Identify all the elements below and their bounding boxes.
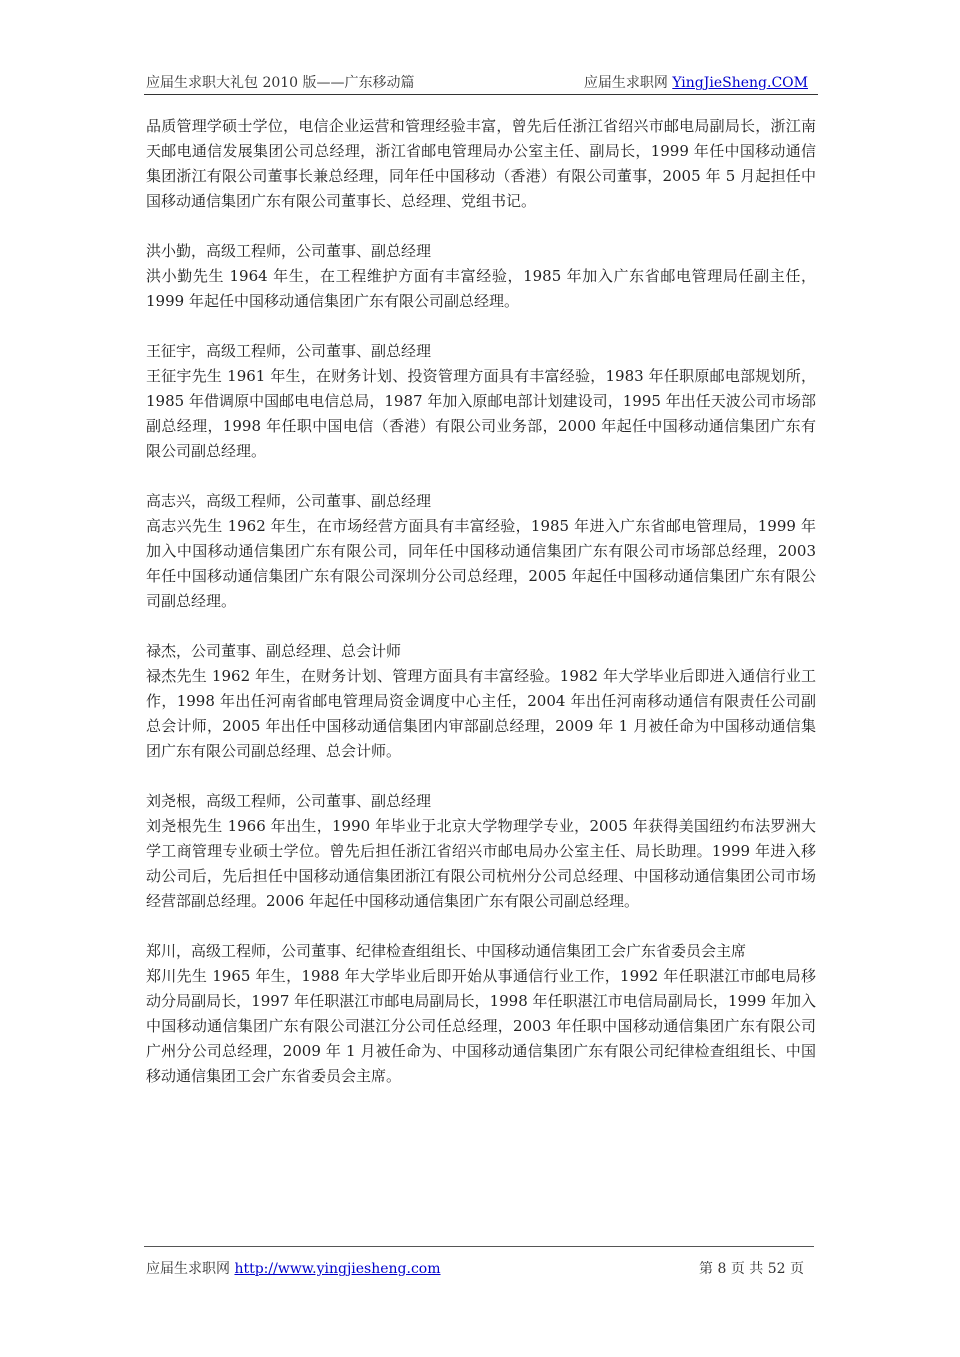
page-mid: 页 共 [730,1261,764,1277]
profile-block [146,639,816,764]
header-site-link[interactable]: YingJieSheng.COM [672,75,808,91]
profile-title: 王征宇，高级工程师，公司董事、副总经理 [146,342,432,360]
document-body [146,114,816,1114]
profile-block [146,789,816,914]
page-suffix: 页 [790,1261,804,1277]
profile-title: 刘尧根，高级工程师，公司董事、副总经理 [146,792,432,810]
profile-block [146,339,816,464]
profile-title: 高志兴，高级工程师，公司董事、副总经理 [146,492,432,510]
header-site-name: 应届生求职网 [583,75,668,91]
profile-title: 禄杰，公司董事、副总经理、总会计师 [146,642,402,660]
profile-block [146,939,816,1089]
footer-site-name: 应届生求职网 [146,1261,230,1277]
footer-url-link[interactable]: http://www.yingjiesheng.com [234,1261,441,1277]
header-site [584,72,808,92]
profile-body: 禄杰先生 1962 年生，在财务计划、管理方面具有丰富经验。1982 年大学毕业后即进入通信行业工作，1998 年出任河南省邮电管理局资金调度中心主任，2004 年出任河南移动通信有限责任公司副总会计师，2005 年出任中国移动通信集团内审部副总经理，2009 年 1 月被任命为中国移动通信集团广东有限公司副总经理、总会计师。 [146,667,816,760]
profile-body: 高志兴先生 1962 年生，在市场经营方面具有丰富经验，1985 年进入广东省邮电管理局，1999 年加入中国移动通信集团广东有限公司，同年任中国移动通信集团广东有限公司市场部总经理，2003 年任中国移动通信集团广东有限公司深圳分公司总经理，2005 年起任中国移动通信集团广东有限公司副总经理。 [146,517,816,610]
profile-body: 品质管理学硕士学位，电信企业运营和管理经验丰富，曾先后任浙江省绍兴市邮电局副局长，浙江南天邮电通信发展集团公司总经理，浙江省邮电管理局办公室主任、副局长，1999 年任中国移动通信集团浙江有限公司董事长兼总经理，同年任中国移动（香港）有限公司董事，2005 年 5 月起担任中国移动通信集团广东有限公司董事长、总经理、党组书记。 [146,117,816,210]
profile-block [146,239,816,314]
profile-body: 洪小勤先生 1964 年生，在工程维护方面有丰富经验，1985 年加入广东省邮电管理局任副主任，1999 年起任中国移动通信集团广东有限公司副总经理。 [146,267,816,310]
page-counter [699,1258,804,1278]
profile-body: 王征宇先生 1961 年生，在财务计划、投资管理方面具有丰富经验，1983 年任职原邮电部规划所，1985 年借调原中国邮电电信总局，1987 年加入原邮电部计划建设司，1995 年出任天波公司市场部副总经理，1998 年任职中国电信（香港）有限公司业务部，2000 年起任中国移动通信集团广东有限公司副总经理。 [146,367,816,460]
page-footer [144,1246,814,1277]
profile-title: 洪小勤，高级工程师，公司董事、副总经理 [146,242,432,260]
page-header [144,70,818,95]
page-prefix: 第 [698,1261,713,1277]
profile-body: 郑川先生 1965 年生，1988 年大学毕业后即开始从事通信行业工作，1992 年任职湛江市邮电局移动分局副局长，1997 年任职湛江市邮电局副局长，1998 年任职湛江市电信局副局长，1999 年加入中国移动通信集团广东有限公司湛江分公司任总经理，2003 年任职中国移动通信集团广东有限公司广州分公司总经理，2009 年 1 月被任命为、中国移动通信集团广东有限公司纪律检查组组长、中国移动通信集团工会广东省委员会主席。 [146,967,816,1085]
page-total: 52 [767,1261,786,1277]
profile-title: 郑川，高级工程师，公司董事、纪律检查组组长、中国移动通信集团工会广东省委员会主席 [146,942,747,960]
profile-block [146,489,816,614]
profile-block [146,114,816,214]
page-number: 8 [717,1261,727,1277]
footer-site [146,1258,441,1278]
profile-body: 刘尧根先生 1966 年出生，1990 年毕业于北京大学物理学专业，2005 年获得美国纽约布法罗洲大学工商管理专业硕士学位。曾先后担任浙江省绍兴市邮电局办公室主任、局长助理。1999 年进入移动公司后，先后担任中国移动通信集团浙江有限公司杭州分公司总经理、中国移动通信集团公司市场经营部副总经理。2006 年起任中国移动通信集团广东有限公司副总经理。 [146,817,816,910]
header-doc-title: 应届生求职大礼包 2010 版——广东移动篇 [146,75,415,91]
